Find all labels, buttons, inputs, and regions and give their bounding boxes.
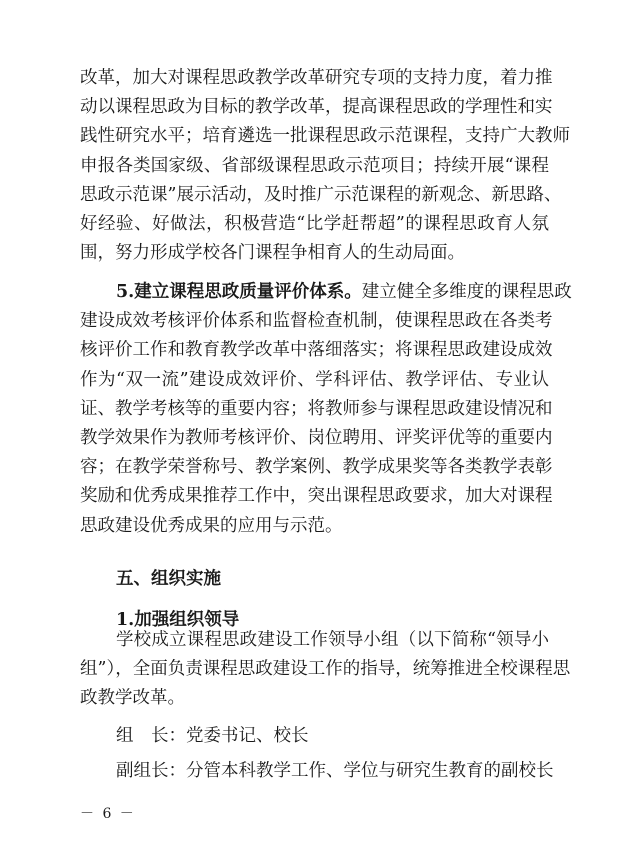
text-line: 围，努力形成学校各门课程争相育人的生动局面。 xyxy=(80,243,465,264)
deputy-value: 分管本科教学工作、学位与研究生教育的副校长 xyxy=(186,761,554,781)
paragraph-evaluation-system xyxy=(80,278,572,541)
paragraph-course-reform xyxy=(80,64,570,268)
text-line: 动以课程思政为目标的教学改革，提高课程思政的学理性和实 xyxy=(80,97,553,118)
deputy-leader-row xyxy=(116,757,554,782)
text-line xyxy=(80,278,572,307)
text-line: 核评价工作和教育教学改革中落细落实；将课程思政建设成效 xyxy=(80,340,553,361)
item-5-text: 建立健全多维度的课程思政 xyxy=(361,282,572,302)
text-line: 政教学改革。 xyxy=(80,688,185,709)
section-5-title: 五、组织实施 xyxy=(116,569,221,589)
leader-value: 党委书记、校长 xyxy=(186,726,309,746)
subsection-1-title: 1.加强组织领导 xyxy=(116,610,240,630)
text-line: 奖励和优秀成果推荐工作中，突出课程思政要求，加大对课程 xyxy=(80,486,553,507)
page-number: － 6 － xyxy=(80,806,136,822)
text-line: 学校成立课程思政建设工作领导小组（以下简称“领导小 xyxy=(116,630,549,650)
paragraph-leadership-group xyxy=(80,626,571,714)
text-line: 好经验、好做法，积极营造“比学赶帮超”的课程思政育人氛 xyxy=(80,214,549,235)
text-line: 建设成效考核评价体系和监督检查机制，使课程思政在各类考 xyxy=(80,311,553,332)
leader-row xyxy=(116,722,309,747)
item-5-heading: 5.建立课程思政质量评价体系。 xyxy=(116,282,362,302)
text-line: 教学效果作为教师考核评价、岗位聘用、评奖评优等的重要内 xyxy=(80,428,553,449)
text-line: 思政示范课”展示活动，及时推广示范课程的新观念、新思路、 xyxy=(80,184,562,205)
leader-label: 组 长： xyxy=(116,726,186,746)
text-line: 容；在教学荣誉称号、教学案例、教学成果奖等各类教学表彰 xyxy=(80,457,553,478)
text-line: 思政建设优秀成果的应用与示范。 xyxy=(80,515,343,536)
text-line: 组”），全面负责课程思政建设工作的指导，统筹推进全校课程思 xyxy=(80,659,571,680)
deputy-label: 副组长： xyxy=(116,761,186,781)
text-line: 践性研究水平；培育遴选一批课程思政示范课程，支持广大教师 xyxy=(80,126,570,147)
text-line: 改革，加大对课程思政教学改革研究专项的支持力度，着力推 xyxy=(80,68,553,88)
text-line: 证、教学考核等的重要内容；将教师参与课程思政建设情况和 xyxy=(80,398,553,419)
text-line: 申报各类国家级、省部级课程思政示范项目；持续开展“课程 xyxy=(80,155,549,176)
text-line: 作为“双一流”建设成效评价、学科评估、教学评估、专业认 xyxy=(80,369,549,390)
